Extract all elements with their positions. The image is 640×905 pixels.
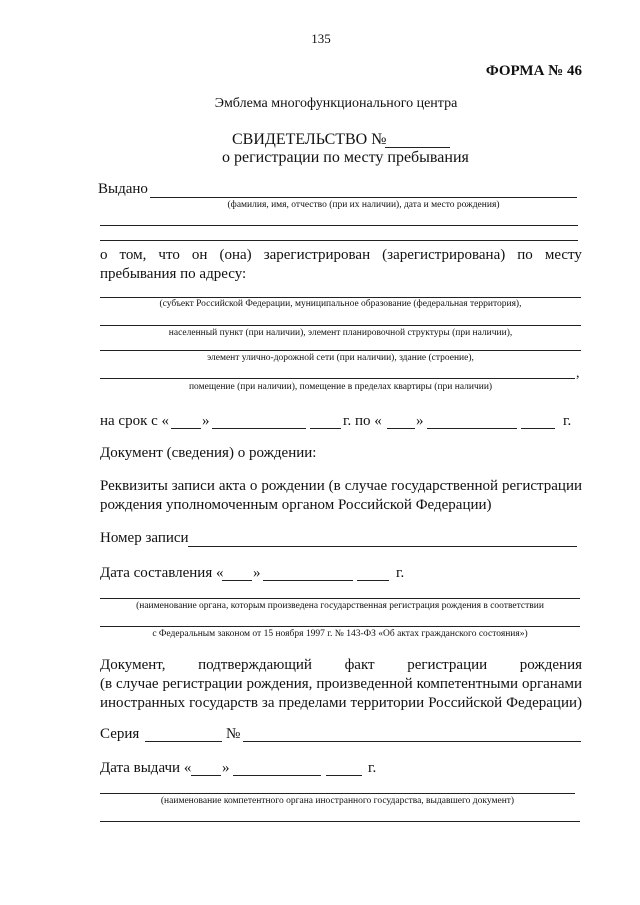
series-label: Серия: [100, 726, 140, 742]
address-caption-1: (субъект Российской Федерации, муниципальное образование (федеральная территория),: [159, 299, 522, 309]
registration-word: по: [517, 247, 533, 263]
series-number-label: №: [226, 726, 241, 742]
term-year-suffix: г.: [563, 413, 572, 429]
foreign-doc-word: рождения: [519, 657, 582, 673]
registration-word: (зарегистрирована): [382, 247, 506, 263]
issue-date-prefix: Дата выдачи «: [100, 760, 192, 776]
foreign-doc-word: подтверждающий: [198, 657, 312, 673]
issue-date-month[interactable]: [233, 775, 321, 776]
requisites-line-2: рождения уполномоченным органом Российской Федерации): [100, 497, 492, 513]
address-line-3[interactable]: [100, 350, 581, 351]
certificate-number-line[interactable]: [385, 147, 450, 148]
term-year-from[interactable]: [310, 428, 341, 429]
compile-date-prefix: Дата составления «: [100, 565, 224, 581]
term-month-from[interactable]: [212, 428, 306, 429]
term-month-to[interactable]: [427, 428, 517, 429]
foreign-organ-caption: (наименование компетентного органа иностранного государства, выдавшего документ): [160, 796, 515, 806]
organ-line-2[interactable]: [100, 626, 580, 627]
issued-label: Выдано: [98, 181, 148, 197]
record-number-label: Номер записи: [100, 530, 189, 546]
registration-word: (она): [219, 247, 252, 263]
series-number-line[interactable]: [243, 741, 581, 742]
requisites-line-1: Реквизиты записи акта о рождении (в случае государственной регистрации: [100, 478, 582, 494]
foreign-doc-word: регистрации: [407, 657, 488, 673]
term-quote-close: »: [202, 413, 210, 429]
address-line-1[interactable]: [100, 297, 581, 298]
emblem-text: Эмблема многофункционального центра: [214, 96, 458, 111]
foreign-organ-line-2[interactable]: [100, 821, 580, 822]
term-year-to-label: г. по «: [343, 413, 382, 429]
registration-word: что: [158, 247, 180, 263]
issue-date-day[interactable]: [191, 775, 221, 776]
record-number-line[interactable]: [188, 546, 577, 547]
issued-line-3[interactable]: [100, 240, 578, 241]
foreign-doc-word: Документ,: [100, 657, 166, 673]
organ-caption-1: (наименование органа, которым произведена государственная регистрация рождения в соответствии: [136, 601, 544, 611]
term-prefix: на срок с «: [100, 413, 170, 429]
issued-caption: (фамилия, имя, отчество (при их наличии), дата и место рождения): [227, 200, 500, 210]
form-label: ФОРМА № 46: [485, 63, 582, 79]
issue-date-year-suffix: г.: [368, 760, 377, 776]
issue-date-year[interactable]: [326, 775, 362, 776]
foreign-doc-word: факт: [344, 657, 375, 673]
issued-line[interactable]: [150, 197, 577, 198]
term-day-to[interactable]: [387, 428, 415, 429]
address-line-2[interactable]: [100, 325, 581, 326]
compile-date-day[interactable]: [222, 580, 252, 581]
trailing-comma: ,: [576, 366, 580, 381]
registration-word: он: [191, 247, 208, 263]
address-line-4[interactable]: [100, 378, 575, 379]
page-number: 135: [311, 31, 331, 46]
address-caption-3: элемент улично-дорожной сети (при наличии), здание (строение),: [207, 353, 474, 363]
issued-line-2[interactable]: [100, 225, 578, 226]
compile-date-month[interactable]: [263, 580, 353, 581]
foreign-doc-line-3: иностранных государств за пределами территории Российской Федерации): [100, 695, 582, 711]
issue-date-quote-close: »: [222, 760, 230, 776]
registration-word: том,: [119, 247, 147, 263]
address-caption-4: помещение (при наличии), помещение в пределах квартиры (при наличии): [188, 382, 493, 392]
organ-caption-2: с Федеральным законом от 15 ноября 1997 г. № 143-ФЗ «Об актах гражданского состояния»): [152, 629, 528, 639]
registration-word: зарегистрирован: [263, 247, 371, 263]
compile-date-year-suffix: г.: [396, 565, 405, 581]
registration-line-1: [100, 247, 582, 264]
compile-date-quote-close: »: [253, 565, 261, 581]
term-day-from[interactable]: [171, 428, 201, 429]
registration-word: о: [100, 247, 108, 263]
term-quote-close-2: »: [416, 413, 424, 429]
certificate-subtitle: о регистрации по месту пребывания: [222, 149, 469, 166]
term-year-to[interactable]: [521, 428, 555, 429]
compile-date-year[interactable]: [357, 580, 389, 581]
address-caption-2: населенный пункт (при наличии), элемент планировочной структуры (при наличии),: [168, 328, 513, 338]
foreign-doc-line-1: [100, 657, 582, 674]
series-line[interactable]: [145, 741, 222, 742]
foreign-doc-line-2: (в случае регистрации рождения, произведенной компетентными органами: [100, 676, 582, 692]
certificate-title: СВИДЕТЕЛЬСТВО №: [232, 131, 387, 148]
birth-doc-heading: Документ (сведения) о рождении:: [100, 445, 317, 461]
foreign-organ-line[interactable]: [100, 793, 575, 794]
registration-line-2: пребывания по адресу:: [100, 266, 247, 282]
registration-word: месту: [544, 247, 582, 263]
organ-line-1[interactable]: [100, 598, 580, 599]
